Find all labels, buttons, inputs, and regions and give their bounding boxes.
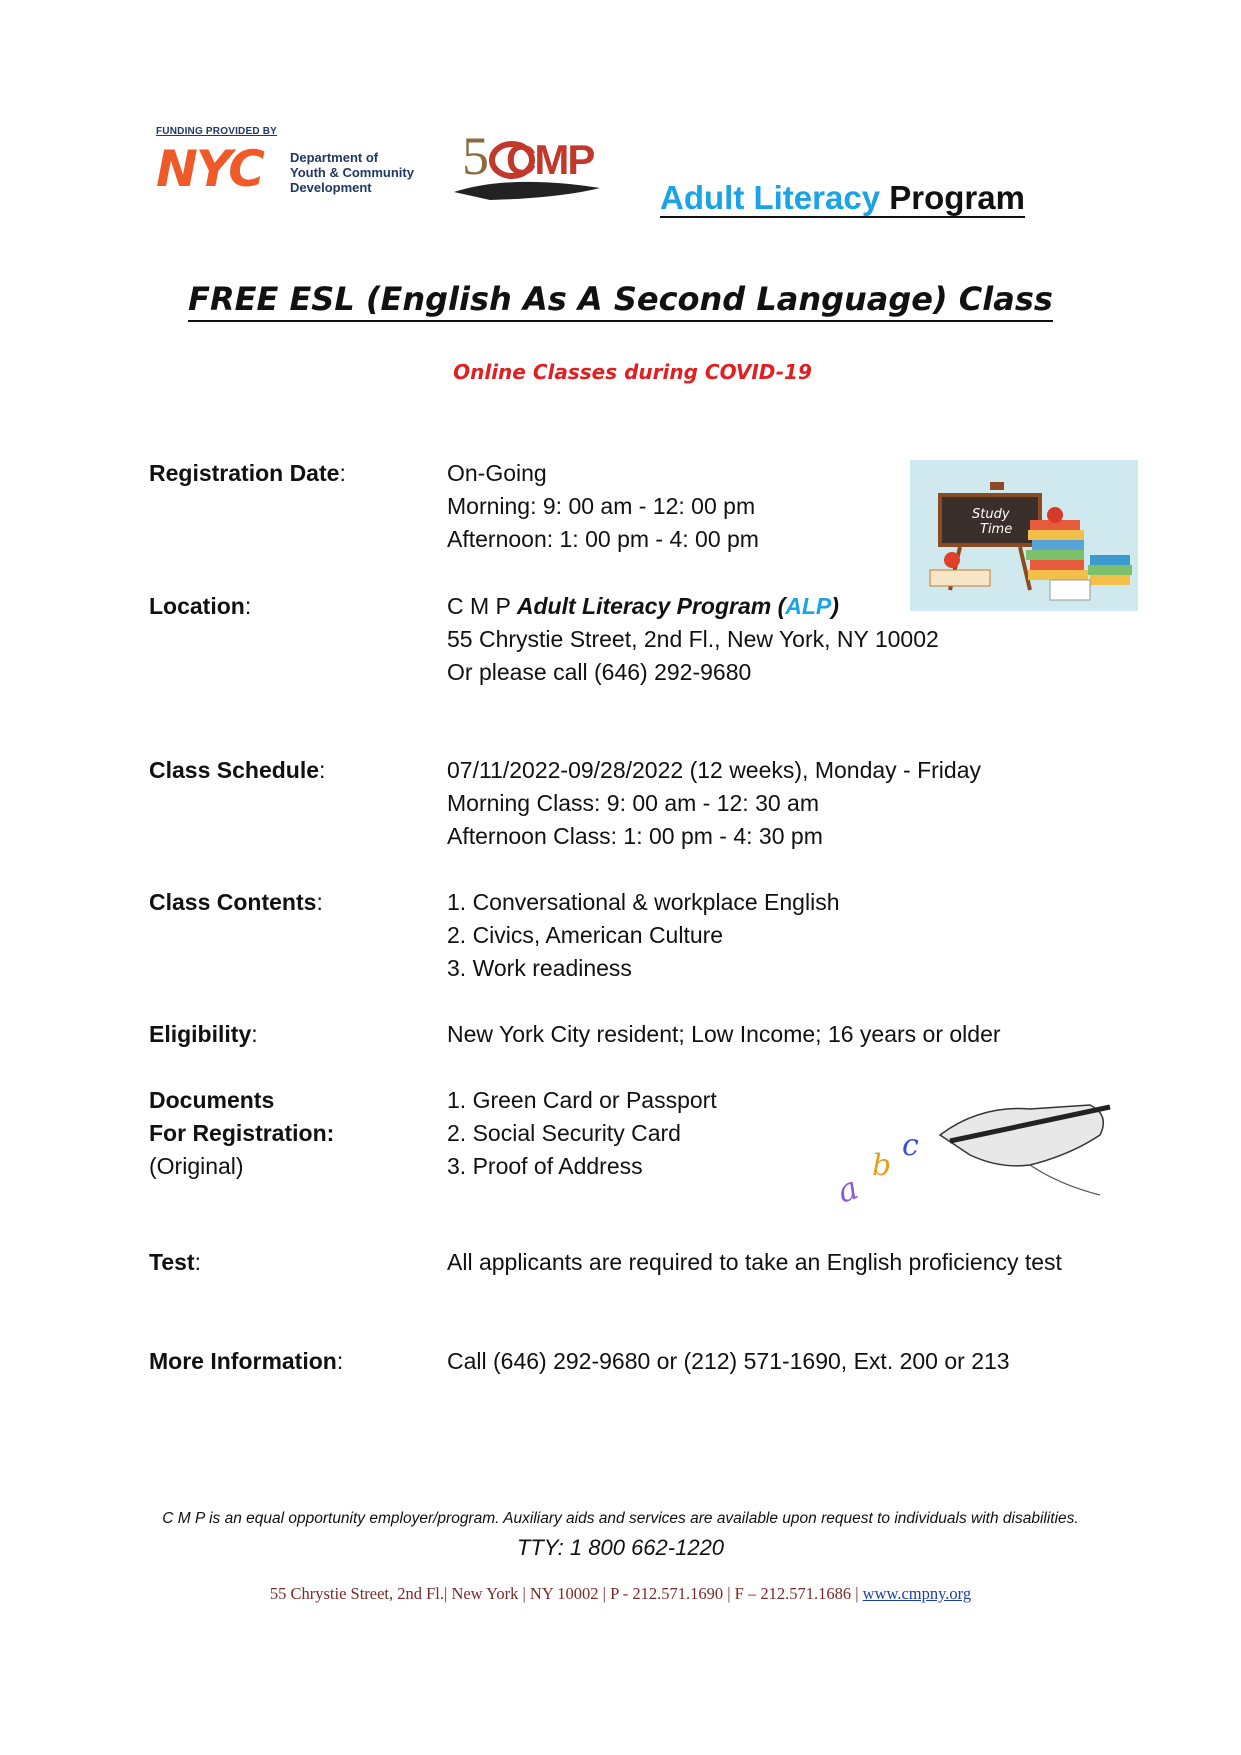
footer-address: [0, 1584, 1241, 1604]
page-title-text: FREE ESL (English As A Second Language) Class: [188, 280, 1053, 322]
test-label-text: Test: [149, 1249, 195, 1275]
test-label: [149, 1246, 201, 1279]
test-value: All applicants are required to take an English proficiency test: [447, 1249, 1062, 1275]
location-line-1: [447, 590, 939, 623]
schedule-line-2: Morning Class: 9: 00 am - 12: 30 am: [447, 790, 819, 816]
nyc-logo: NYC: [156, 140, 263, 198]
eligibility-label: [149, 1018, 258, 1051]
documents-line-2: 2. Social Security Card: [447, 1120, 681, 1146]
cmp-logo-text: CMP: [506, 136, 594, 183]
contents-colon: :: [316, 889, 323, 915]
abc-letter-a: a: [832, 1168, 863, 1211]
more-info-value: Call (646) 292-9680 or (212) 571-1690, Ext. 200 or 213: [447, 1348, 1010, 1374]
contents-line-2: 2. Civics, American Culture: [447, 922, 724, 948]
location-label: [149, 590, 251, 623]
subtitle: Online Classes during COVID-19: [453, 360, 812, 384]
schedule-line-1: 07/11/2022-09/28/2022 (12 weeks), Monday - Friday: [447, 757, 981, 783]
documents-line-3: 3. Proof of Address: [447, 1153, 643, 1179]
dept-line-1: Department of: [290, 150, 379, 165]
more-info-label: [149, 1345, 343, 1378]
contents-label: [149, 886, 323, 919]
schedule-value: [447, 754, 981, 853]
location-line-3: Or please call (646) 292-9680: [447, 659, 752, 685]
abc-letter-b: b: [872, 1148, 892, 1183]
abc-hand-picture: [830, 1095, 1115, 1215]
location-label-text: Location: [149, 593, 245, 619]
registration-line-2: Morning: 9: 00 am - 12: 00 pm: [447, 493, 756, 519]
program-title-space: [880, 179, 889, 216]
cmp-logo: [450, 122, 640, 206]
dept-line-2: Youth & Community: [290, 165, 414, 180]
abc-letter-c: c: [902, 1128, 919, 1163]
program-title-black: Program: [889, 179, 1025, 216]
contents-line-3: 3. Work readiness: [447, 955, 632, 981]
eligibility-value: New York City resident; Low Income; 16 years or older: [447, 1021, 1001, 1047]
documents-label-2: For Registration:: [149, 1120, 335, 1146]
location-line-2: 55 Chrystie Street, 2nd Fl., New York, NY 10002: [447, 626, 939, 652]
page-title: [0, 280, 1241, 318]
location-program: Adult Literacy Program (: [516, 593, 786, 619]
contents-line-1: 1. Conversational & workplace English: [447, 889, 840, 915]
registration-colon: :: [339, 460, 346, 486]
more-info-label-text: More Information: [149, 1348, 337, 1374]
location-value: [447, 590, 939, 689]
tty-number: TTY: 1 800 662-1220: [516, 1535, 725, 1560]
registration-line-1: On-Going: [447, 460, 547, 486]
more-info-colon: :: [336, 1348, 344, 1374]
dycd-name: [290, 150, 414, 195]
registration-value: [447, 457, 759, 556]
documents-label-3: (Original): [149, 1153, 244, 1179]
contents-value: [447, 886, 839, 985]
eligibility-colon: :: [251, 1021, 258, 1047]
schedule-line-3: Afternoon Class: 1: 00 pm - 4: 30 pm: [447, 823, 823, 849]
program-title: [660, 180, 1025, 218]
funding-label: FUNDING PROVIDED BY: [156, 126, 278, 137]
registration-line-3: Afternoon: 1: 00 pm - 4: 00 pm: [447, 526, 759, 552]
study-time-picture: [910, 460, 1138, 611]
dept-line-3: Development: [290, 180, 372, 195]
study-text-2: Time: [980, 522, 1013, 537]
location-abbr: ALP: [785, 593, 832, 619]
location-close: ): [831, 593, 839, 619]
documents-label-1: Documents: [149, 1087, 275, 1113]
location-prefix: C M P: [447, 593, 517, 619]
documents-line-1: 1. Green Card or Passport: [447, 1087, 717, 1113]
cmp-logo-number: 5: [462, 126, 489, 186]
schedule-colon: :: [319, 757, 326, 783]
documents-label: [149, 1084, 334, 1183]
registration-label-text: Registration Date: [149, 460, 340, 486]
program-title-blue: Adult Literacy: [660, 179, 881, 216]
study-text-1: Study: [972, 507, 1010, 522]
footer-address-text: 55 Chrystie Street, 2nd Fl.| New York | NY 10002 | P - 212.571.1690 | F – 212.571.1686 |: [269, 1584, 863, 1603]
eligibility-label-text: Eligibility: [149, 1021, 252, 1047]
test-colon: :: [194, 1249, 201, 1275]
website-link[interactable]: www.cmpny.org: [862, 1584, 972, 1603]
documents-value: [447, 1084, 717, 1183]
contents-label-text: Class Contents: [149, 889, 317, 915]
location-colon: :: [244, 593, 252, 619]
schedule-label: [149, 754, 325, 787]
registration-label: [149, 457, 346, 490]
equal-opportunity-notice: C M P is an equal opportunity employer/program. Auxiliary aids and services are available upon request to individuals with disabilities.: [162, 1510, 1079, 1527]
schedule-label-text: Class Schedule: [149, 757, 320, 783]
